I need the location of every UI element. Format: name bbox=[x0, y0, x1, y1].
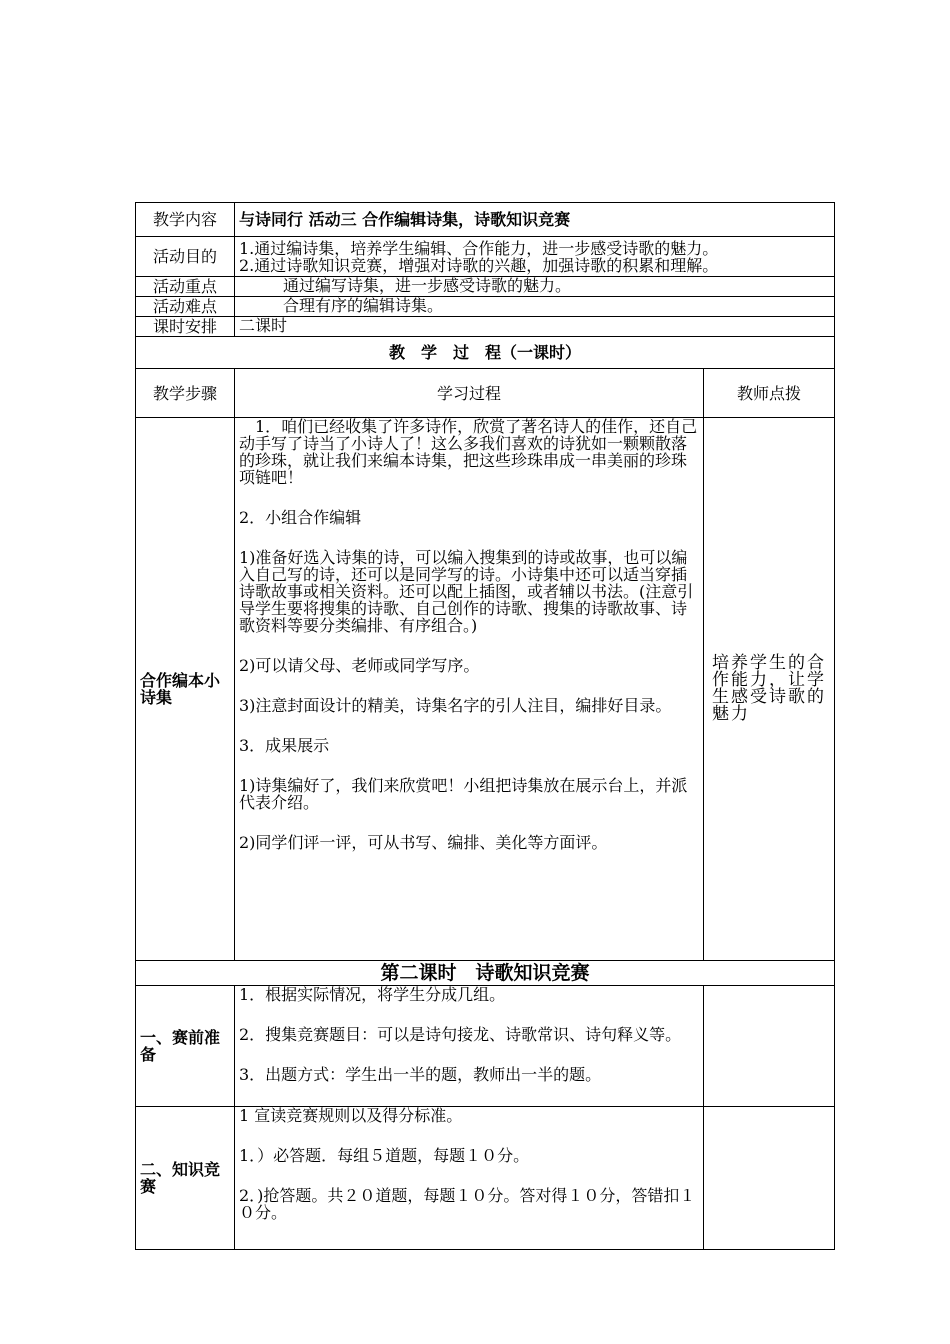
key-label: 活动重点 bbox=[136, 277, 235, 297]
section-title-1: 教 学 过 程（一课时） bbox=[136, 337, 835, 369]
section-title-2: 第二课时 诗歌知识竞赛 bbox=[136, 961, 835, 986]
teacher-tip: 培养学生的合作能力，让学生感受诗歌的魅力 bbox=[704, 418, 835, 961]
content-value: 与诗同行 活动三 合作编辑诗集，诗歌知识竞赛 bbox=[235, 203, 835, 237]
teacher-tip-empty bbox=[704, 986, 835, 1107]
step-competition: 二、知识竞赛 bbox=[136, 1107, 235, 1250]
key-value: 通过编写诗集，进一步感受诗歌的魅力。 bbox=[235, 277, 835, 297]
process-paragraph: 2)可以请父母、老师或同学写序。 bbox=[239, 656, 480, 675]
content-label: 教学内容 bbox=[136, 203, 235, 237]
header-teacher: 教师点拨 bbox=[704, 369, 835, 418]
process-paragraph: 2)同学们评一评，可从书写、编排、美化等方面评。 bbox=[239, 833, 608, 852]
schedule-label: 课时安排 bbox=[136, 317, 235, 337]
schedule-value: 二课时 bbox=[235, 317, 835, 337]
header-step: 教学步骤 bbox=[136, 369, 235, 418]
process-paragraph: 3．出题方式：学生出一半的题，教师出一半的题。 bbox=[239, 1065, 602, 1084]
process-paragraph: 1)准备好选入诗集的诗，可以编入搜集到的诗或故事，也可以编入自己写的诗，还可以是同学写的诗。小诗集中还可以适当穿插诗歌故事或相关资料。还可以配上插图，或者辅以书法。(注意引导学生要将搜集的诗歌、自己创作的诗歌、搜集的诗歌故事、诗歌资料等要分类编排、有序组合。) bbox=[239, 548, 694, 635]
purpose-value bbox=[235, 237, 835, 277]
step-compile-poems: 合作编本小诗集 bbox=[136, 418, 235, 961]
process-paragraph: 1．咱们已经收集了许多诗作，欣赏了著名诗人的佳作，还自己动手写了诗当了小诗人了！这么多我们喜欢的诗犹如一颗颗散落的珍珠，就让我们来编本诗集，把这些珍珠串成一串美丽的珍珠项链吧！ bbox=[239, 417, 698, 487]
process-paragraph: 1 宣读竞赛规则以及得分标准。 bbox=[239, 1106, 463, 1125]
lesson-plan-table bbox=[135, 202, 835, 1250]
teacher-tip-empty bbox=[704, 1107, 835, 1250]
process-paragraph: 3．成果展示 bbox=[239, 736, 330, 755]
process-paragraph: 2．)抢答题。共２０道题，每题１０分。答对得１０分，答错扣１０分。 bbox=[239, 1186, 696, 1222]
process-paragraph: 1．根据实际情况，将学生分成几组。 bbox=[239, 985, 506, 1004]
process-paragraph: 3)注意封面设计的精美，诗集名字的引人注目，编排好目录。 bbox=[239, 696, 672, 715]
purpose-line-2: 2.通过诗歌知识竞赛，增强对诗歌的兴趣，加强诗歌的积累和理解。 bbox=[239, 255, 719, 275]
header-process: 学习过程 bbox=[235, 369, 704, 418]
process-paragraph: 2．小组合作编辑 bbox=[239, 508, 362, 527]
process-preparation bbox=[235, 986, 704, 1107]
difficulty-label: 活动难点 bbox=[136, 297, 235, 317]
process-competition bbox=[235, 1107, 704, 1250]
purpose-label: 活动目的 bbox=[136, 237, 235, 277]
purpose-line-1: 1.通过编诗集，培养学生编辑、合作能力，进一步感受诗歌的魅力。 bbox=[239, 238, 719, 258]
difficulty-value: 合理有序的编辑诗集。 bbox=[235, 297, 835, 317]
process-paragraph: 2．搜集竞赛题目：可以是诗句接龙、诗歌常识、诗句释义等。 bbox=[239, 1025, 682, 1044]
process-paragraph: 1)诗集编好了，我们来欣赏吧！小组把诗集放在展示台上，并派代表介绍。 bbox=[239, 776, 688, 812]
process-compile-poems bbox=[235, 418, 704, 961]
process-paragraph: 1．）必答题．每组５道题，每题１０分。 bbox=[239, 1146, 530, 1165]
step-preparation: 一、赛前准备 bbox=[136, 986, 235, 1107]
